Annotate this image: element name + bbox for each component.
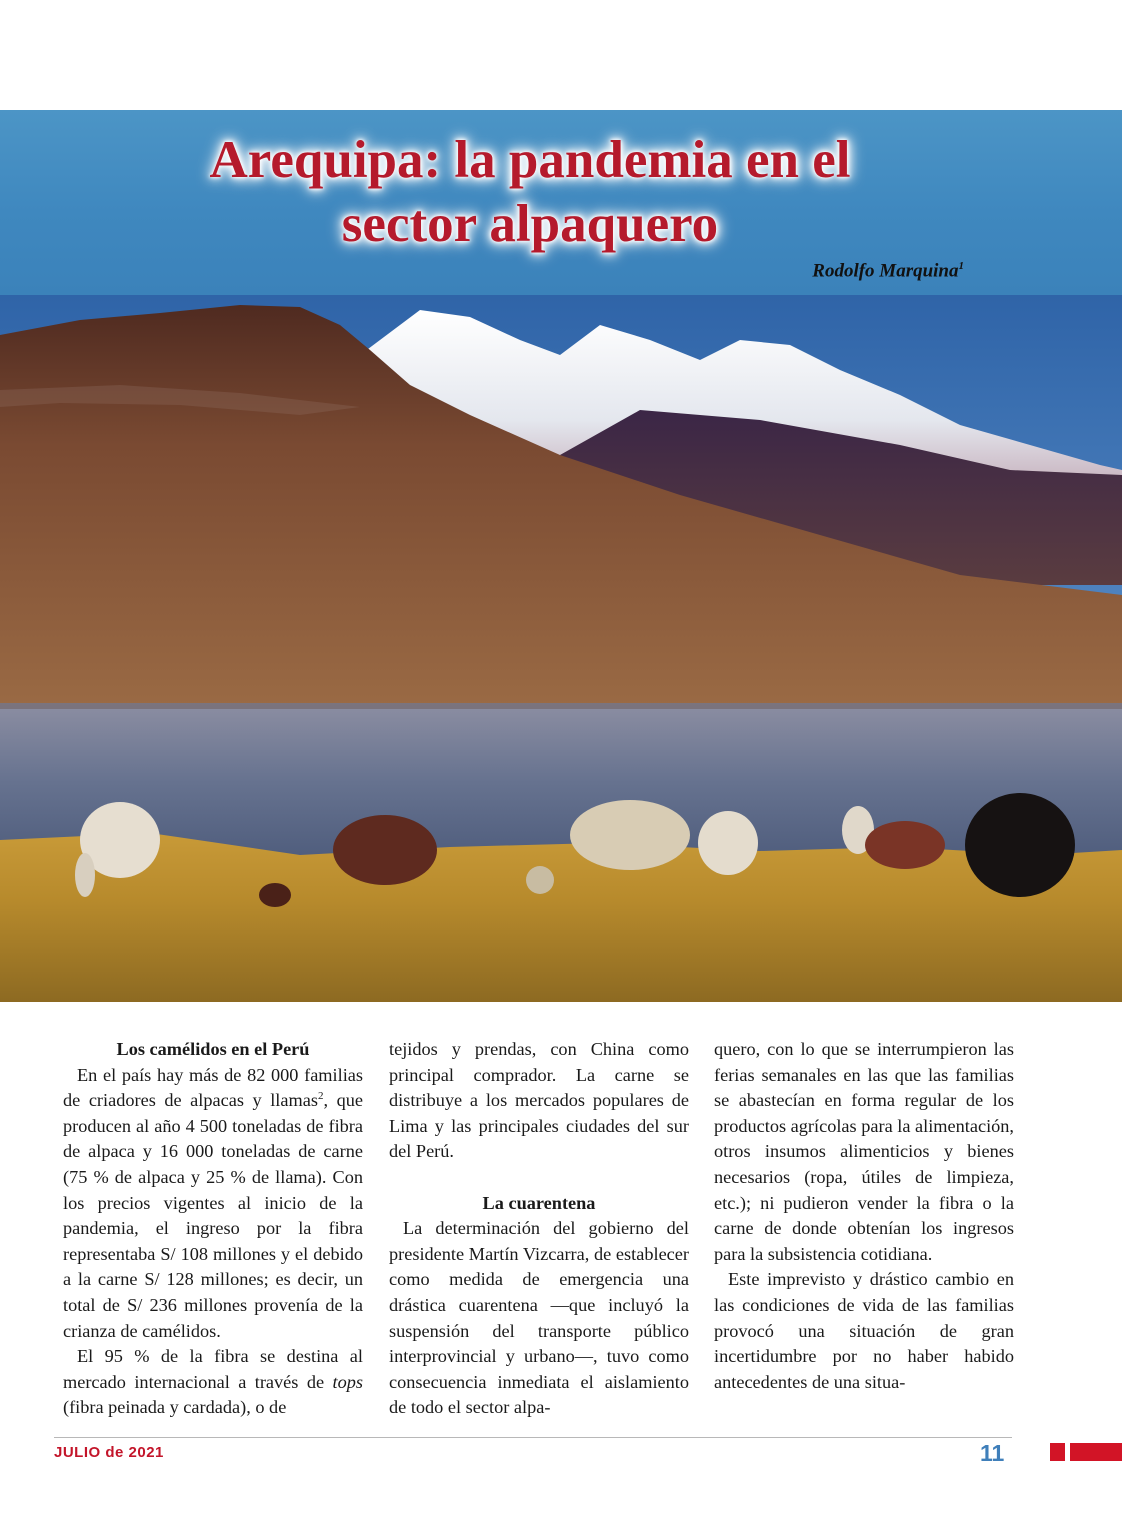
footer-accent-square bbox=[1050, 1443, 1065, 1461]
text-run: (fibra peinada y cardada), o de bbox=[63, 1397, 287, 1418]
landscape-photo bbox=[0, 295, 1122, 1002]
page-number: 11 bbox=[980, 1440, 1005, 1466]
footer-rule bbox=[54, 1437, 1012, 1438]
section-heading-camelidos: Los camélidos en el Perú bbox=[116, 1039, 310, 1059]
paragraph: Este imprevisto y drástico cambio en las condiciones de vida de las familias provocó una situación de gran incertidumbre por no haber habido antecedentes de una situa- bbox=[714, 1269, 1014, 1392]
column-1 bbox=[63, 1037, 363, 1421]
text-run: En el país hay más de 82 000 familias de criadores de alpacas y llamas bbox=[63, 1064, 363, 1111]
title-line-1: Arequipa: la pandemia en el bbox=[209, 131, 851, 189]
column-2 bbox=[389, 1037, 689, 1421]
italic-term: tops bbox=[332, 1371, 363, 1392]
section-heading-cuarentena: La cuarentena bbox=[482, 1192, 596, 1213]
paragraph: La determinación del gobierno del presidente Martín Vizcarra, de establecer como medida de emergencia una drástica cuarentena —que incluyó la suspensión del transporte público interprovincial y urbano—, tuvo como consecuencia inmediata el aislamiento de todo el sector alpa- bbox=[389, 1218, 689, 1418]
article-title bbox=[0, 128, 1060, 256]
spacer bbox=[389, 1165, 689, 1191]
author-byline bbox=[812, 260, 964, 282]
footer-date: JULIO de 2021 bbox=[54, 1444, 164, 1461]
footer-accent-bar bbox=[1070, 1443, 1122, 1461]
paragraph bbox=[63, 1063, 363, 1345]
paragraph bbox=[63, 1344, 363, 1421]
text-run: El 95 % de la fibra se destina al mercado internacional a través de bbox=[63, 1346, 363, 1392]
author-footnote-marker: 1 bbox=[958, 260, 964, 272]
paragraph: quero, con lo que se interrumpieron las ferias semanales en las que las familias se abastecían en forma regular de los productos agrícolas para la alimentación, otros insumos alimenticios y bienes necesarios (ropa, útiles de limpieza, etc.); ni pudieron vender la fibra o la carne de donde obtenían los ingresos para la subsistencia cotidiana. bbox=[714, 1039, 1014, 1264]
author-name: Rodolfo Marquina bbox=[812, 260, 959, 282]
text-run: , que producen al año 4 500 toneladas de fibra de alpaca y 16 000 toneladas de carne (75 % de alpaca y 25 % de llama). Con los precios vigentes al inicio de la pandemia, el ingreso por la fibra representaba S/ 108 millones y el debido a la carne S/ 128 millones; es decir, un total de S/ 236 millones provenía de la crianza de camélidos. bbox=[63, 1090, 363, 1341]
footnote-marker: 2 bbox=[317, 1090, 324, 1103]
paragraph: tejidos y prendas, con China como principal comprador. La carne se distribuye a los mercados populares de Lima y las principales ciudades del sur del Perú. bbox=[389, 1039, 689, 1162]
column-3 bbox=[714, 1037, 1014, 1395]
title-line-2: sector alpaquero bbox=[341, 195, 719, 253]
